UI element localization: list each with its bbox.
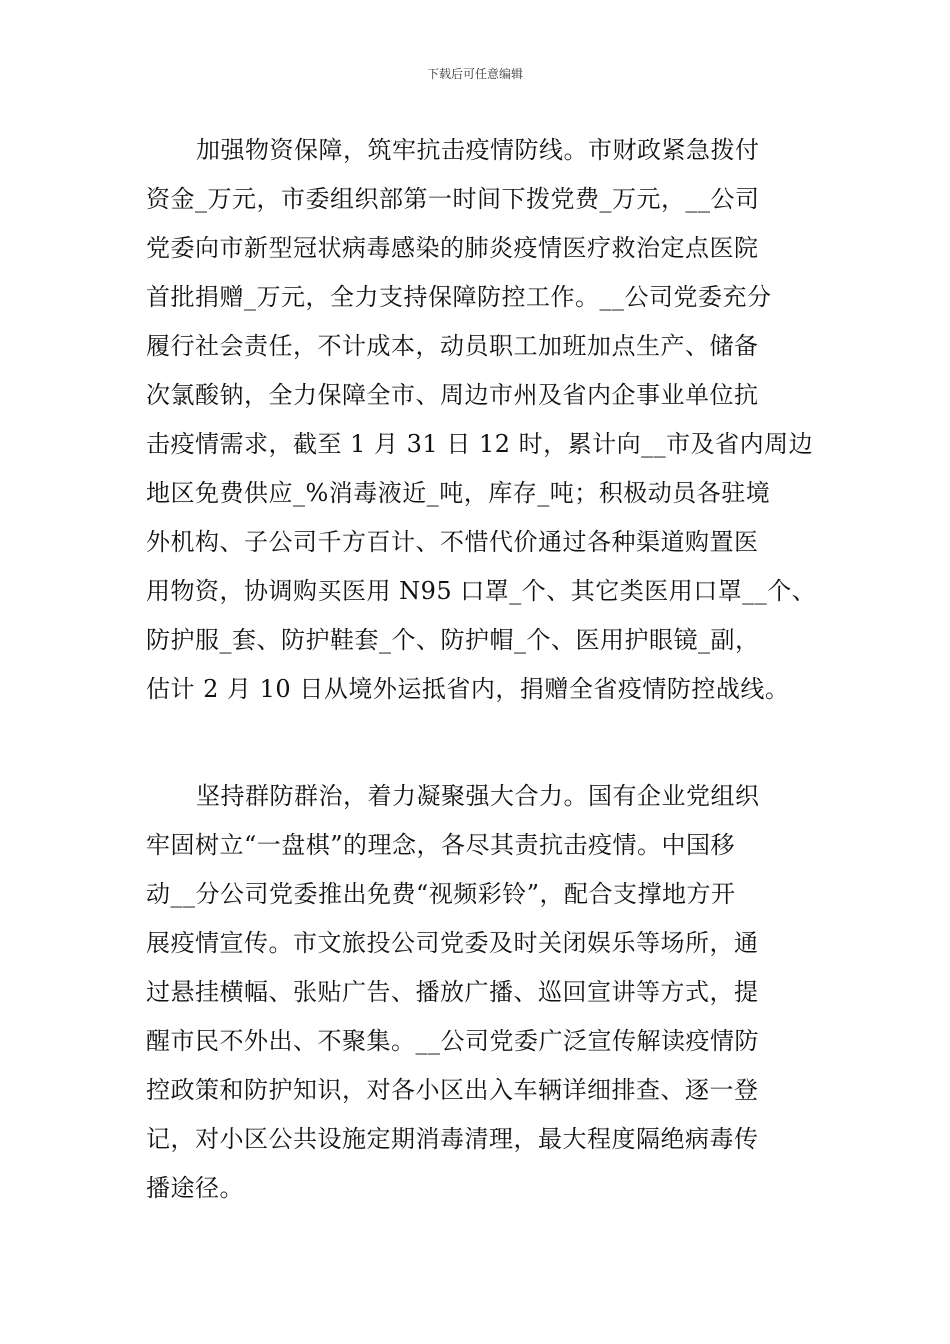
paragraph-line: 次氯酸钠，全力保障全市、周边市州及省内企事业单位抗 — [146, 381, 759, 409]
paragraph-line: 防护服_套、防护鞋套_个、防护帽_个、医用护眼镜_副， — [146, 626, 760, 654]
paragraph-joint-prevention — [146, 772, 826, 1213]
paragraph-line: 播途径。 — [146, 1174, 244, 1202]
paragraph-line: 加强物资保障，筑牢抗击疫情防线。市财政紧急拨付 — [196, 136, 760, 164]
paragraph-line: 估计 2 月 10 日从境外运抵省内，捐赠全省疫情防控战线。 — [146, 675, 790, 703]
paragraph-line: 过悬挂横幅、张贴广告、播放广播、巡回宣讲等方式，提 — [146, 978, 759, 1006]
paragraph-line: 资金_万元，市委组织部第一时间下拨党费_万元，__公司 — [146, 185, 760, 213]
paragraph-line: 展疫情宣传。市文旅投公司党委及时关闭娱乐等场所，通 — [146, 929, 759, 957]
header-note: 下载后可任意编辑 — [426, 67, 523, 81]
paragraph-line: 醒市民不外出、不聚集。__公司党委广泛宣传解读疫情防 — [146, 1027, 759, 1055]
paragraph-line: 用物资，协调购买医用 N95 口罩_个、其它类医用口罩__个、 — [146, 577, 817, 605]
paragraph-line: 履行社会责任，不计成本，动员职工加班加点生产、储备 — [146, 332, 759, 360]
paragraph-material-support — [146, 126, 826, 714]
paragraph-line: 动__分公司党委推出免费“视频彩铃”，配合支撑地方开 — [146, 880, 736, 908]
paragraph-line: 控政策和防护知识，对各小区出入车辆详细排查、逐一登 — [146, 1076, 759, 1104]
paragraph-line: 首批捐赠_万元，全力支持保障防控工作。__公司党委充分 — [146, 283, 772, 311]
paragraph-line: 党委向市新型冠状病毒感染的肺炎疫情医疗救治定点医院 — [146, 234, 759, 262]
paragraph-line: 地区免费供应_%消毒液近_吨，库存_吨；积极动员各驻境 — [146, 479, 771, 507]
paragraph-line: 外机构、子公司千方百计、不惜代价通过各种渠道购置医 — [146, 528, 759, 556]
paragraph-line: 坚持群防群治，着力凝聚强大合力。国有企业党组织 — [196, 782, 760, 810]
paragraph-line: 击疫情需求，截至 1 月 31 日 12 时，累计向__市及省内周边 — [146, 430, 814, 458]
paragraph-line: 记，对小区公共设施定期消毒清理，最大程度隔绝病毒传 — [146, 1125, 759, 1153]
paragraph-line: 牢固树立“一盘棋”的理念，各尽其责抗击疫情。中国移 — [146, 831, 736, 859]
